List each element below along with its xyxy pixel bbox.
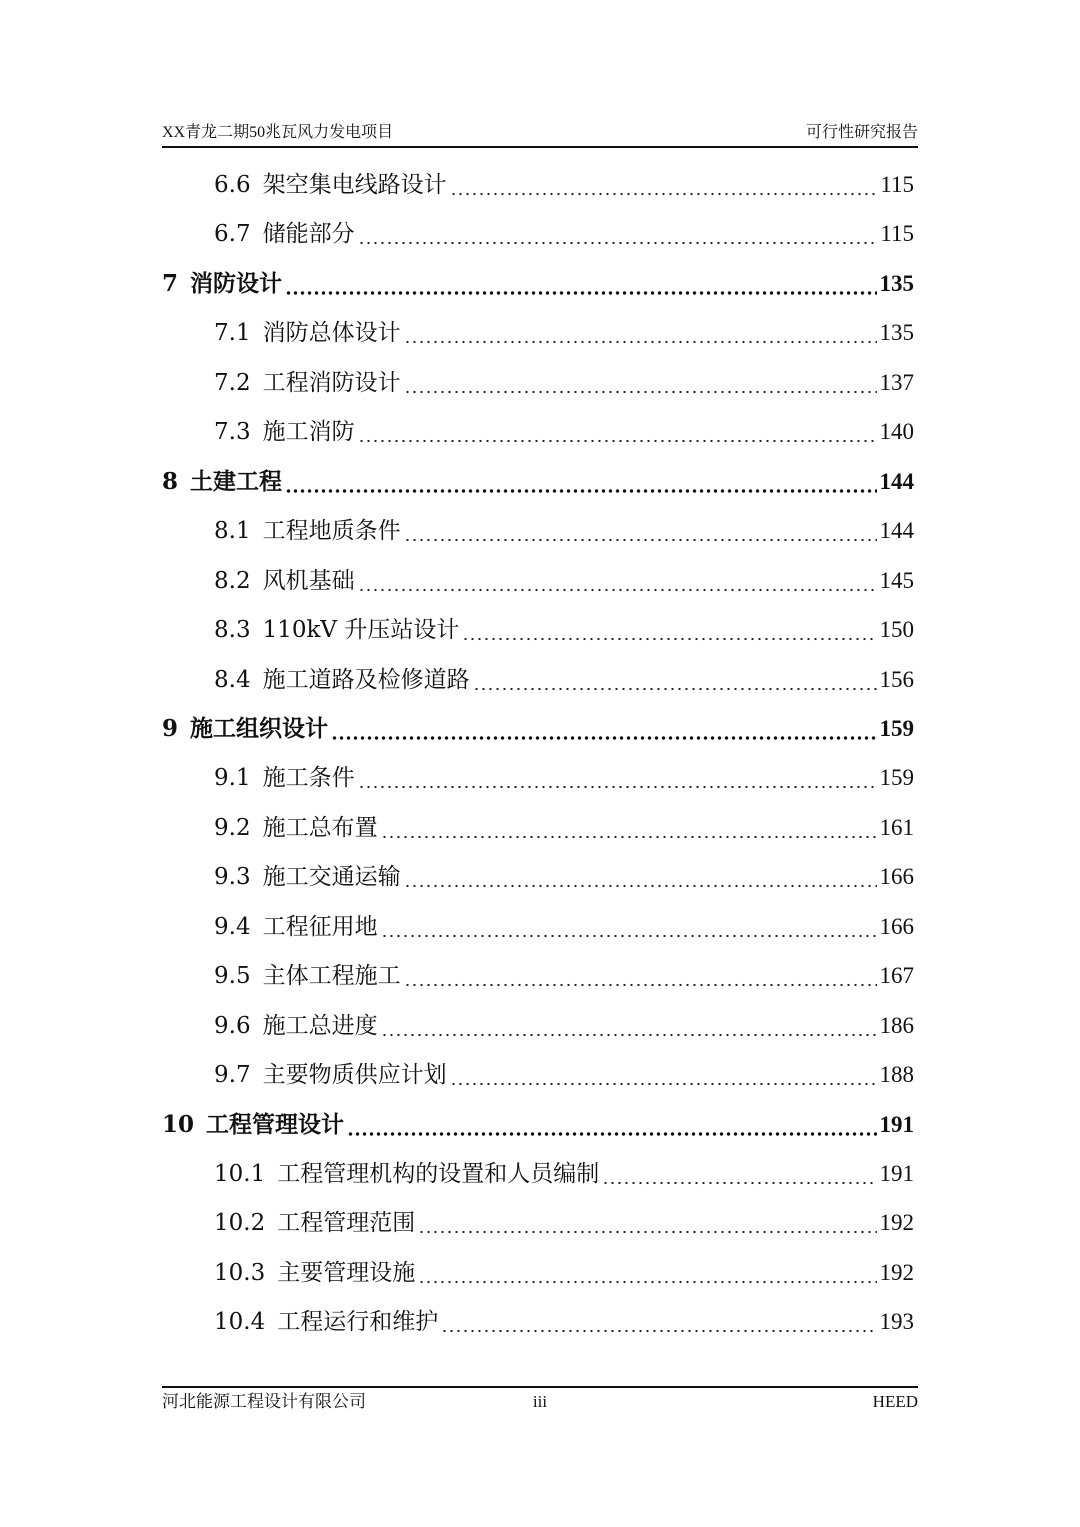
toc-entry-number: 9.4 bbox=[214, 913, 251, 940]
toc-section-entry[interactable] bbox=[214, 316, 914, 350]
toc-entry-title: 110kV 升压站设计 bbox=[262, 617, 460, 644]
toc-entry-page: 161 bbox=[879, 814, 914, 840]
toc-dot-leader bbox=[285, 267, 876, 301]
toc-entry-page: 192 bbox=[879, 1210, 914, 1236]
toc-entry-title: 工程管理机构的设置和人员编制 bbox=[277, 1161, 600, 1187]
toc-entry-page: 145 bbox=[879, 567, 914, 593]
toc-section-entry[interactable] bbox=[214, 663, 914, 697]
toc-entry-title: 风机基础 bbox=[262, 567, 355, 594]
toc-entry-page: 193 bbox=[879, 1309, 914, 1335]
toc-entry-page: 135 bbox=[879, 320, 914, 346]
toc-entry-number: 10.1 bbox=[214, 1161, 266, 1187]
toc-entry-page: 186 bbox=[879, 1012, 914, 1038]
toc-entry-number: 8.4 bbox=[214, 666, 251, 693]
toc-section-entry[interactable] bbox=[214, 811, 914, 845]
toc-dot-leader bbox=[381, 811, 877, 845]
toc-dot-leader bbox=[441, 1305, 876, 1339]
toc-entry-number: 10.4 bbox=[214, 1309, 266, 1336]
toc-entry-number: 9.6 bbox=[214, 1012, 251, 1039]
toc-section-entry[interactable] bbox=[214, 1157, 914, 1191]
toc-dot-leader bbox=[462, 613, 876, 647]
toc-entry-number: 10.3 bbox=[214, 1259, 266, 1286]
toc-entry-page: 159 bbox=[879, 765, 914, 791]
toc-entry-number: 6.6 bbox=[214, 172, 251, 198]
toc-section-entry[interactable] bbox=[214, 613, 914, 647]
toc-entry-number: 8.3 bbox=[214, 617, 251, 644]
header-project-title: XX青龙二期50兆瓦风力发电项目 bbox=[162, 124, 394, 141]
toc-entry-title: 工程管理范围 bbox=[277, 1210, 416, 1237]
toc-entry-title: 施工组织设计 bbox=[190, 714, 329, 742]
toc-entry-number: 7.1 bbox=[214, 320, 251, 347]
toc-section-entry[interactable] bbox=[214, 514, 914, 548]
toc-dot-leader bbox=[331, 712, 876, 746]
toc-entry-number: 9.7 bbox=[214, 1062, 251, 1089]
toc-dot-leader bbox=[404, 860, 877, 894]
toc-entry-page: 192 bbox=[879, 1259, 914, 1285]
toc-entry-title: 施工条件 bbox=[262, 765, 355, 792]
toc-entry-title: 消防总体设计 bbox=[262, 320, 401, 347]
toc-entry-page: 191 bbox=[879, 1161, 914, 1186]
toc-entry-page: 144 bbox=[879, 468, 914, 494]
toc-entry-page: 140 bbox=[879, 419, 914, 445]
toc-entry-number: 8 bbox=[162, 467, 179, 495]
toc-section-entry[interactable] bbox=[214, 959, 914, 993]
toc-entry-number: 10 bbox=[162, 1110, 195, 1138]
toc-dot-leader bbox=[473, 663, 877, 697]
toc-entry-number: 7 bbox=[162, 269, 179, 297]
toc-entry-page: 167 bbox=[879, 963, 914, 989]
toc-section-entry[interactable] bbox=[214, 217, 914, 251]
toc-dot-leader bbox=[358, 564, 877, 598]
toc-entry-title: 架空集电线路设计 bbox=[262, 172, 447, 198]
toc-entry-title: 工程运行和维护 bbox=[277, 1309, 439, 1336]
toc-entry-number: 8.1 bbox=[214, 518, 251, 545]
toc-entry-title: 施工总进度 bbox=[262, 1012, 378, 1039]
toc-entry-page: 166 bbox=[879, 913, 914, 939]
toc-entry-number: 10.2 bbox=[214, 1210, 266, 1237]
toc-dot-leader bbox=[418, 1256, 876, 1290]
toc-chapter-entry[interactable] bbox=[162, 712, 914, 746]
toc-entry-number: 8.2 bbox=[214, 567, 251, 594]
toc-dot-leader bbox=[450, 1058, 877, 1092]
toc-entry-title: 施工总布置 bbox=[262, 814, 378, 841]
toc-dot-leader bbox=[285, 465, 876, 499]
page-header bbox=[162, 122, 918, 146]
toc-section-entry[interactable] bbox=[214, 1009, 914, 1043]
toc-entry-page: 144 bbox=[879, 518, 914, 544]
toc-entry-title: 主体工程施工 bbox=[262, 963, 401, 990]
toc-entry-page: 150 bbox=[879, 617, 914, 643]
toc-entry-page: 191 bbox=[879, 1111, 914, 1137]
toc-entry-page: 137 bbox=[879, 369, 914, 395]
footer-page-number: iii bbox=[532, 1392, 548, 1411]
footer-rule bbox=[162, 1386, 918, 1388]
toc-dot-leader bbox=[404, 366, 877, 400]
toc-section-entry[interactable] bbox=[214, 1256, 914, 1290]
header-report-type: 可行性研究报告 bbox=[805, 124, 918, 141]
toc-dot-leader bbox=[358, 761, 877, 795]
toc-entry-page: 135 bbox=[879, 270, 914, 296]
toc-dot-leader bbox=[602, 1157, 876, 1191]
toc-entry-page: 159 bbox=[879, 715, 914, 741]
toc-section-entry[interactable] bbox=[214, 168, 914, 202]
toc-entry-title: 土建工程 bbox=[190, 467, 283, 495]
toc-entry-title: 储能部分 bbox=[262, 221, 355, 248]
toc-entry-title: 主要管理设施 bbox=[277, 1259, 416, 1286]
toc-entry-title: 施工道路及检修道路 bbox=[262, 666, 470, 693]
footer-brand: HEED bbox=[872, 1392, 918, 1411]
toc-entry-title: 消防设计 bbox=[190, 269, 283, 297]
toc-dot-leader bbox=[450, 168, 878, 202]
toc-dot-leader bbox=[381, 1009, 877, 1043]
toc-dot-leader bbox=[404, 514, 877, 548]
toc-section-entry[interactable] bbox=[214, 366, 914, 400]
toc-entry-title: 工程消防设计 bbox=[262, 369, 401, 396]
toc-section-entry[interactable] bbox=[214, 860, 914, 894]
toc-entry-page: 156 bbox=[879, 666, 914, 692]
footer-company: 河北能源工程设计有限公司 bbox=[162, 1392, 366, 1411]
toc-chapter-entry[interactable] bbox=[162, 267, 914, 301]
toc-section-entry[interactable] bbox=[214, 910, 914, 944]
header-rule bbox=[162, 146, 918, 148]
toc-section-entry[interactable] bbox=[214, 415, 914, 449]
toc-chapter-entry[interactable] bbox=[162, 1108, 914, 1142]
toc-entry-page: 115 bbox=[880, 172, 914, 197]
toc-entry-title: 工程地质条件 bbox=[262, 518, 401, 545]
toc-entry-number: 9.5 bbox=[214, 963, 251, 990]
toc-entry-title: 主要物质供应计划 bbox=[262, 1062, 447, 1089]
toc-section-entry[interactable] bbox=[214, 1058, 914, 1092]
toc-entry-number: 6.7 bbox=[214, 221, 251, 248]
toc-dot-leader bbox=[404, 959, 877, 993]
toc-entry-number: 7.2 bbox=[214, 369, 251, 396]
toc-entry-number: 9.1 bbox=[214, 765, 251, 792]
toc-entry-page: 115 bbox=[880, 221, 914, 247]
toc-entry-number: 9 bbox=[162, 714, 179, 742]
toc-dot-leader bbox=[418, 1206, 876, 1240]
page-footer bbox=[162, 1391, 918, 1415]
toc-entry-title: 工程管理设计 bbox=[206, 1110, 345, 1138]
toc-dot-leader bbox=[347, 1108, 876, 1142]
toc-chapter-entry[interactable] bbox=[162, 465, 914, 499]
toc-section-entry[interactable] bbox=[214, 1206, 914, 1240]
toc-section-entry[interactable] bbox=[214, 1305, 914, 1339]
toc-section-entry[interactable] bbox=[214, 564, 914, 598]
toc-entry-number: 7.3 bbox=[214, 419, 251, 446]
toc-dot-leader bbox=[358, 415, 877, 449]
toc-dot-leader bbox=[358, 217, 878, 251]
toc-entry-page: 166 bbox=[879, 864, 914, 890]
toc-section-entry[interactable] bbox=[214, 761, 914, 795]
toc-entry-title: 施工交通运输 bbox=[262, 864, 401, 891]
toc-entry-number: 9.2 bbox=[214, 814, 251, 841]
toc-entry-number: 9.3 bbox=[214, 864, 251, 891]
toc-dot-leader bbox=[404, 316, 877, 350]
toc-entry-page: 188 bbox=[879, 1062, 914, 1088]
toc-entry-title: 施工消防 bbox=[262, 419, 355, 446]
toc-entry-title: 工程征用地 bbox=[262, 913, 378, 940]
toc-dot-leader bbox=[381, 910, 877, 944]
